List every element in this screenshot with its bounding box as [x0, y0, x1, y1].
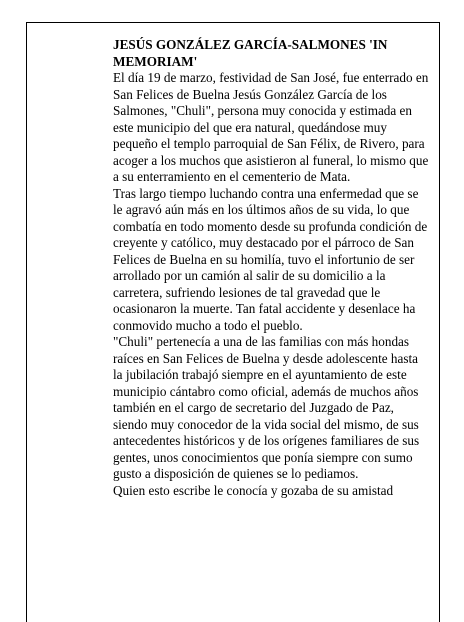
article-paragraph-1: El día 19 de marzo, festividad de San José, fue enterrado en San Felices de Buelna Jesús González García de los Salmones, "Chuli", persona muy conocida y estimada en este municipio del que era natural, quedándose muy pequeño el templo parroquial de San Félix, de Rivero, para acoger a los muchos que asistieron al funeral, lo mismo que a su enterramiento en el cementerio de Mata.	[113, 70, 429, 184]
article-paragraph-2: Tras largo tiempo luchando contra una enfermedad que se le agravó aún más en los últimos años de su vida, lo que combatía en todo momento desde su profunda condición de creyente y católico, muy destacado por el párroco de San Felices de Buelna en su homilía, tuvo el infortunio de ser arrollado por un camión al salir de su domicilio a la carretera, sufriendo lesiones de tal gravedad que le ocasionaron la muerte. Tan fatal accidente y desenlace ha conmovido mucho a todo el pueblo.	[113, 185, 428, 333]
article	[113, 37, 429, 499]
article-paragraph-3: "Chuli" pertenecía a una de las familias con más hondas raíces en San Felices de Buelna y desde adolescente hasta la jubilación trabajó siempre en el ayuntamiento de este municipio cántabro como oficial, además de muchos años también en el cargo de secretario del Juzgado de Paz, siendo muy conocedor de la vida social del mismo, de sus antecedentes históricos y de los orígenes familiares de sus gentes, unos conocimientos que ponía siempre con sumo gusto a disposición de quienes se lo pediamos.	[113, 334, 420, 481]
article-title: JESÚS GONZÁLEZ GARCÍA-SALMONES 'IN MEMORIAM'	[113, 37, 388, 69]
article-paragraph-4: Quien esto escribe le conocía y gozaba de su amistad	[113, 482, 394, 498]
